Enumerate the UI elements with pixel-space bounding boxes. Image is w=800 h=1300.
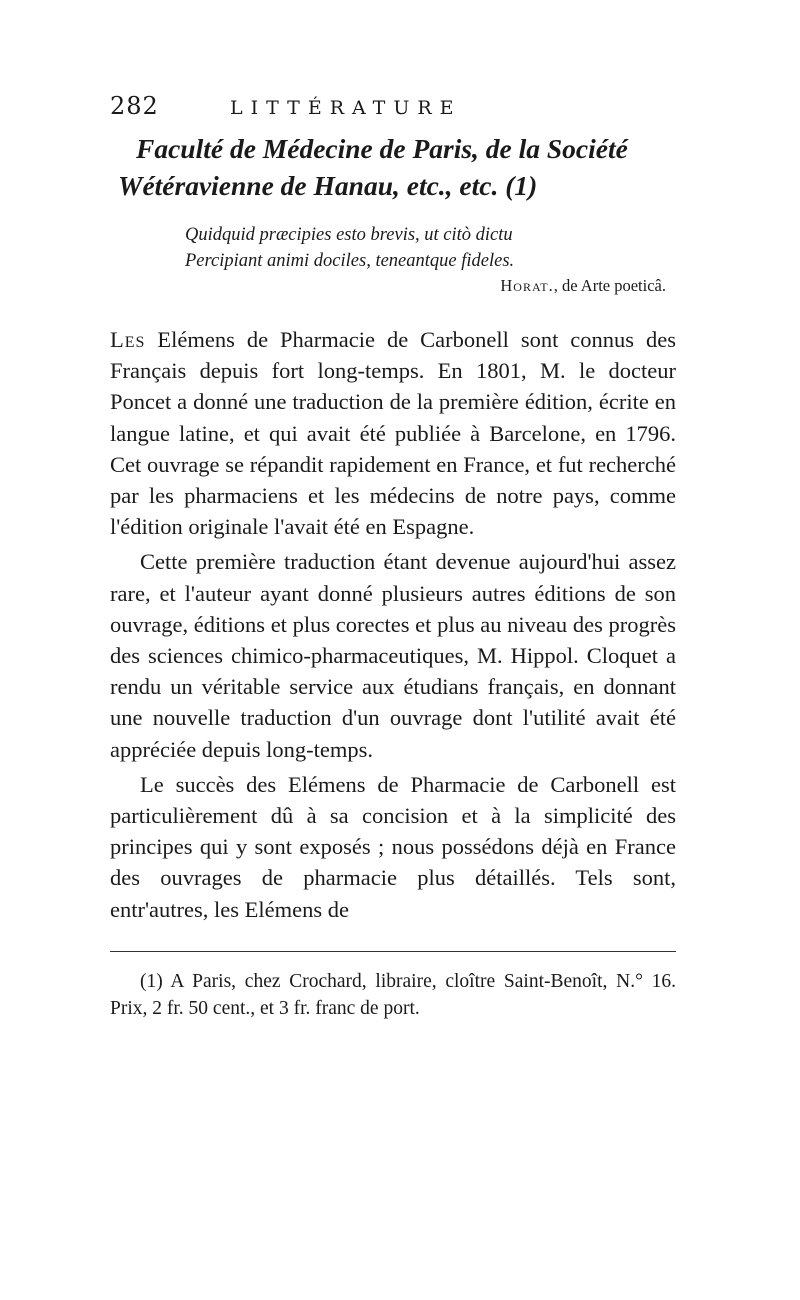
epigraph-author: Horat. bbox=[500, 276, 554, 295]
epigraph-work: , de Arte poeticâ. bbox=[553, 276, 666, 295]
epigraph-attribution bbox=[110, 276, 676, 296]
paragraph-2: Cette première traduction étant devenue aujourd'hui assez rare, et l'auteur ayant donné plusieurs autres éditions de son ouvrage, éditions et plus corectes et plus au niveau des progrès des sciences chimico-pharmaceutiques, M. Hippol. Cloquet a rendu un véritable service aux étudians français, en donnant une nouvelle traduction d'un ouvrage dont l'utilité avait été appréciée depuis long-temps. bbox=[110, 549, 676, 762]
paragraph-1-lead: Les bbox=[110, 327, 146, 352]
paragraph-1-text: Elémens de Pharmacie de Carbonell sont connus des Français depuis fort long-temps. En 1801, M. le docteur Poncet a donné une traduction de la première édition, écrite en langue latine, et qui avait été publiée à Barcelone, en 1796. Cet ouvrage se répandit rapidement en France, et fut recherché par les pharmaciens et les médecins de notre pays, comme l'édition originale l'avait été en Espagne. bbox=[110, 327, 676, 540]
paragraph-1 bbox=[110, 324, 676, 542]
footnote-divider bbox=[110, 951, 676, 952]
paragraph-3: Le succès des Elémens de Pharmacie de Carbonell est particulièrement dû à sa concision et à la simplicité des principes qui y sont exposés ; nous possédons déjà en France des ouvrages de pharmacie plus détaillés. Tels sont, entr'autres, les Elémens de bbox=[110, 771, 676, 922]
footnote: (1) A Paris, chez Crochard, libraire, cloître Saint-Benoît, N.° 16. Prix, 2 fr. 50 cent., et 3 fr. franc de port. bbox=[110, 970, 676, 1019]
page-header bbox=[110, 92, 676, 130]
book-title bbox=[110, 130, 676, 204]
running-title: LITTÉRATURE bbox=[230, 97, 462, 119]
page-number: 282 bbox=[110, 92, 159, 120]
title-line-2: Wétéravienne de Hanau, etc., etc. (1) bbox=[118, 170, 538, 201]
epigraph-line-1: Quidquid præcipies esto brevis, ut citò dictu bbox=[185, 225, 513, 245]
epigraph-line-2: Percipiant animi dociles, teneantque fideles. bbox=[185, 251, 515, 271]
epigraph bbox=[110, 222, 676, 274]
title-line-1: Faculté de Médecine de Paris, de la Société bbox=[136, 133, 628, 164]
book-page bbox=[110, 92, 676, 1022]
body-text bbox=[110, 324, 676, 925]
